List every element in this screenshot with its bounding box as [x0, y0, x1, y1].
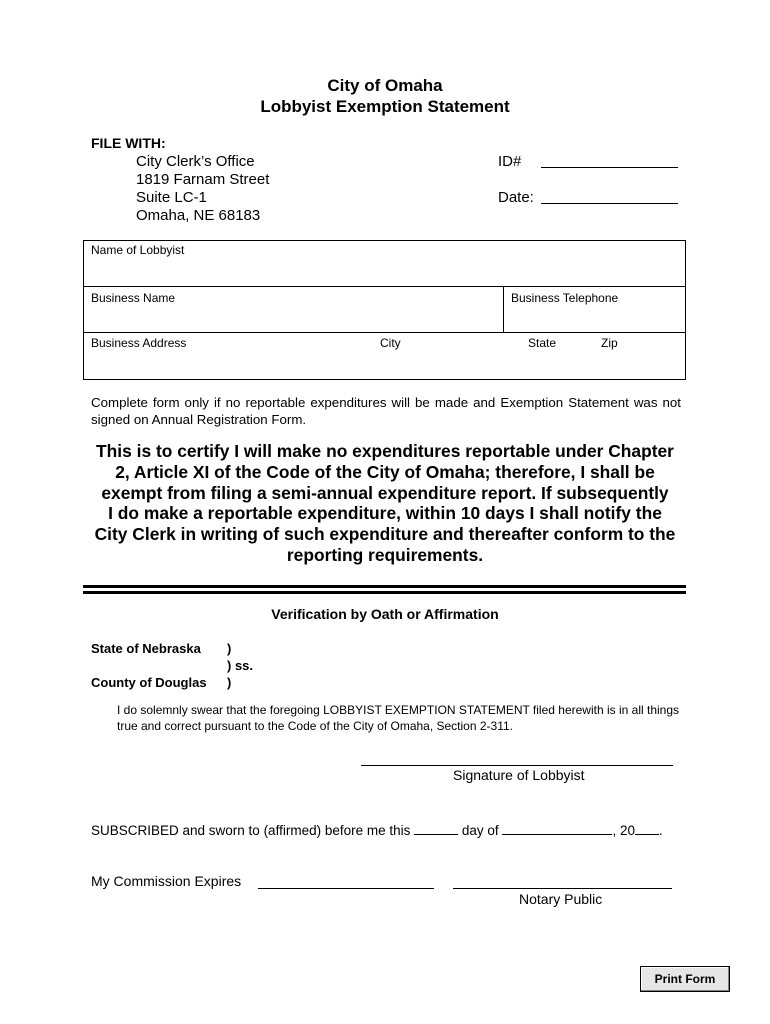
subscribed-year-field[interactable]: [635, 820, 659, 835]
business-name-label: Business Name: [91, 291, 176, 305]
address-line-street: 1819 Farnam Street: [136, 171, 270, 188]
lobbyist-info-table: [83, 240, 686, 380]
period-text: .: [658, 823, 663, 838]
lobbyist-signature-line[interactable]: [361, 765, 673, 766]
oath-text: I do solemnly swear that the foregoing LOBBYIST EXEMPTION STATEMENT filed herewith is in all things true and correct pursuant to the Code of the City of Omaha, Section 2-311.: [117, 703, 680, 733]
business-telephone-label: Business Telephone: [511, 291, 619, 305]
business-row: [84, 287, 685, 333]
form-subtitle: Lobbyist Exemption Statement: [260, 97, 510, 116]
ss-label: ) ss.: [227, 658, 254, 673]
county-of-douglas: County of Douglas: [91, 675, 207, 690]
certification-line: City Clerk in writing of such expenditure and thereafter conform to the: [94, 524, 676, 545]
certification-line: reporting requirements.: [286, 544, 484, 565]
subscribed-line: [91, 820, 663, 838]
paren-1: ): [227, 641, 232, 656]
print-form-button[interactable]: Print Form: [640, 966, 730, 992]
state-of-nebraska: State of Nebraska: [91, 641, 201, 656]
year-prefix-text: , 20: [612, 823, 635, 838]
address-line-office: City Clerk’s Office: [136, 153, 255, 170]
divider-rule-bottom: [83, 591, 686, 594]
name-of-lobbyist-field[interactable]: [84, 241, 685, 287]
name-of-lobbyist-label: Name of Lobbyist: [91, 243, 185, 257]
certification-line: exempt from filing a semi-annual expenditure report. If subsequently: [101, 482, 669, 503]
id-label: ID#: [498, 153, 522, 170]
id-field[interactable]: [541, 167, 678, 168]
verification-heading: Verification by Oath or Affirmation: [271, 606, 499, 622]
certification-line: This is to certify I will make no expenditures reportable under Chapter: [96, 441, 674, 461]
commission-expires-label: My Commission Expires: [91, 873, 242, 889]
paren-3: ): [227, 675, 232, 690]
address-line-suite: Suite LC-1: [136, 189, 207, 206]
state-label: State: [528, 336, 557, 350]
date-label: Date:: [498, 189, 534, 206]
notary-public-label: Notary Public: [519, 891, 603, 907]
business-address-label: Business Address: [91, 336, 187, 350]
subscribed-day-field[interactable]: [414, 820, 458, 835]
instructions-text: Complete form only if no reportable expenditures will be made and Exemption Statement was not signed on Annual Registration Form.: [91, 395, 681, 427]
zip-label: Zip: [601, 336, 618, 350]
business-name-field[interactable]: [84, 287, 503, 332]
subscribed-text: SUBSCRIBED and sworn to (affirmed) before me this: [91, 823, 411, 838]
file-with-label: FILE WITH:: [91, 135, 166, 151]
city-label: City: [380, 336, 401, 350]
divider-rule-top: [83, 585, 686, 588]
address-line-city: Omaha, NE 68183: [136, 207, 261, 224]
signature-of-lobbyist-label: Signature of Lobbyist: [453, 767, 585, 783]
business-telephone-field[interactable]: [504, 287, 685, 332]
commission-expires-field[interactable]: [258, 888, 434, 889]
certification-line: I do make a reportable expenditure, within 10 days I shall notify the: [108, 503, 662, 524]
day-of-text: day of: [461, 823, 499, 838]
subscribed-month-field[interactable]: [502, 820, 612, 835]
certification-statement: [85, 441, 685, 566]
address-row[interactable]: [84, 333, 685, 379]
form-title: City of Omaha: [327, 76, 443, 95]
date-field[interactable]: [541, 203, 678, 204]
notary-signature-line[interactable]: [453, 888, 672, 889]
certification-line: 2, Article XI of the Code of the City of Omaha; therefore, I shall be: [115, 461, 655, 482]
